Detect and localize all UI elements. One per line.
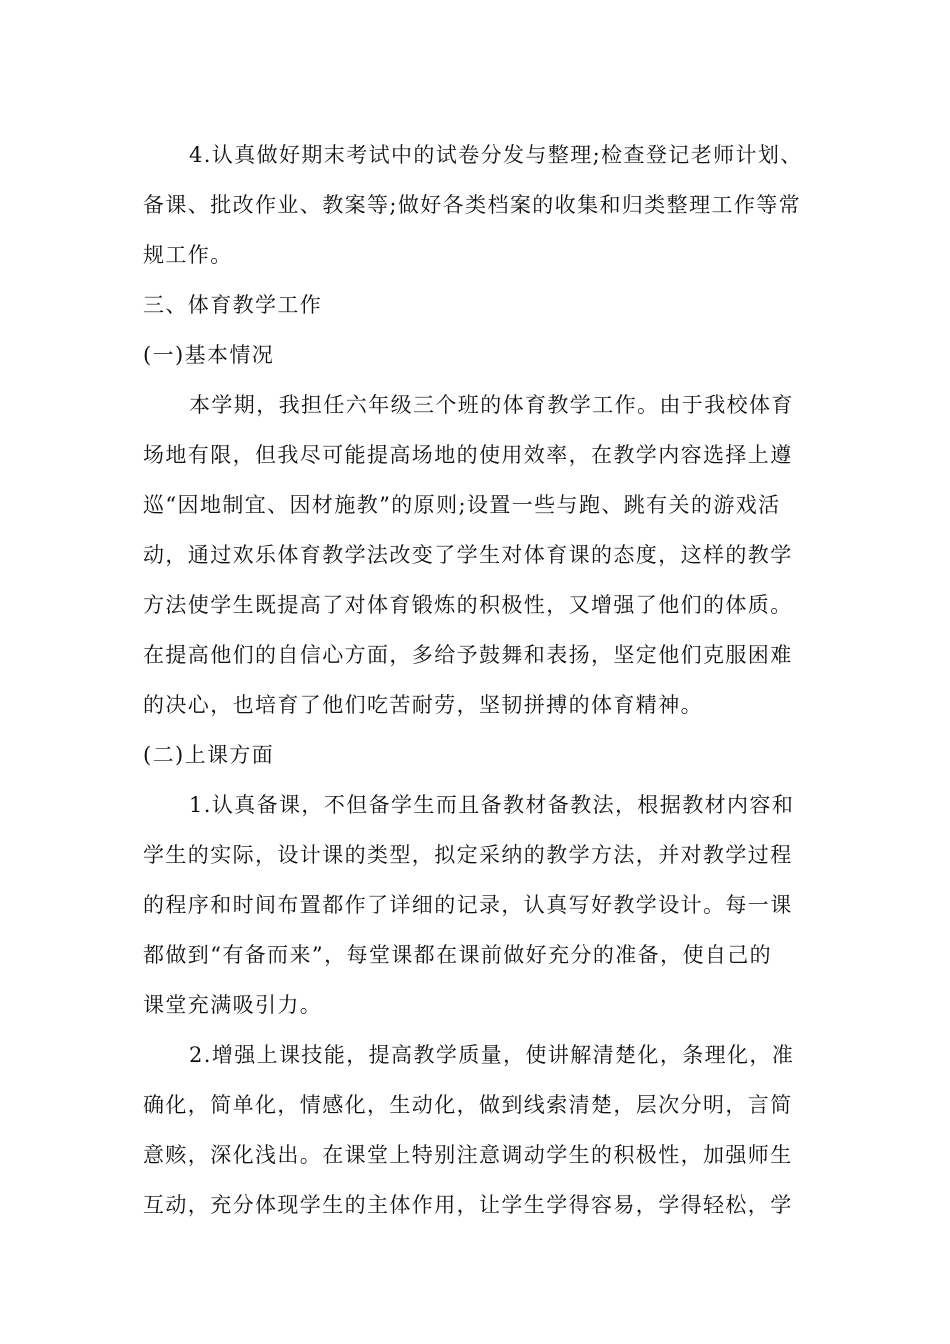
text-line: 方法使学生既提高了对体育锻炼的积极性，又增强了他们的体质。	[143, 593, 793, 617]
text-line: 场地有限，但我尽可能提高场地的使用效率，在教学内容选择上遵	[143, 443, 793, 467]
text-line: 规工作。	[143, 243, 233, 267]
text-line: 互动，充分体现学生的主体作用，让学生学得容易，学得轻松，学	[143, 1193, 793, 1217]
text-line: 备课、批改作业、教案等;做好各类档案的收集和归类整理工作等常	[143, 193, 802, 217]
subsection-heading-classes	[143, 730, 807, 780]
text-line: 意赅，深化浅出。在课堂上特别注意调动学生的积极性，加强师生	[143, 1143, 793, 1167]
heading-text: (一)基本情况	[143, 343, 275, 367]
text-line: 4.认真做好期末考试中的试卷分发与整理;检查登记老师计划、	[189, 143, 803, 167]
section-heading-pe-teaching	[143, 280, 807, 330]
text-line: 2.增强上课技能，提高教学质量，使讲解清楚化，条理化，准	[189, 1043, 795, 1067]
text-line: 巡“因地制宜、因材施教”的原则;设置一些与跑、跳有关的游戏活	[143, 493, 781, 517]
text-line: 确化，简单化，情感化，生动化，做到线索清楚，层次分明，言简	[143, 1093, 793, 1117]
heading-text: 三、体育教学工作	[143, 293, 323, 317]
text-line: 本学期，我担任六年级三个班的体育教学工作。由于我校体育	[189, 393, 794, 417]
text-line: 都做到“有备而来”，每堂课都在课前做好充分的准备，使自己的	[143, 943, 773, 967]
text-line: 的决心，也培育了他们吃苦耐劳，坚韧拼搏的体育精神。	[143, 693, 703, 717]
text-line: 动，通过欢乐体育教学法改变了学生对体育课的态度，这样的教学	[143, 543, 793, 567]
text-line: 在提高他们的自信心方面，多给予鼓舞和表扬，坚定他们克服困难	[143, 643, 793, 667]
heading-text: (二)上课方面	[143, 743, 275, 767]
text-line: 学生的实际，设计课的类型，拟定采纳的教学方法，并对教学过程	[143, 843, 793, 867]
text-line: 课堂充满吸引力。	[143, 993, 323, 1017]
text-line: 的程序和时间布置都作了详细的记录，认真写好教学设计。每一课	[143, 893, 793, 917]
text-line: 1.认真备课，不但备学生而且备教材备教法，根据教材内容和	[189, 793, 795, 817]
subsection-heading-basic-situation	[143, 330, 807, 380]
